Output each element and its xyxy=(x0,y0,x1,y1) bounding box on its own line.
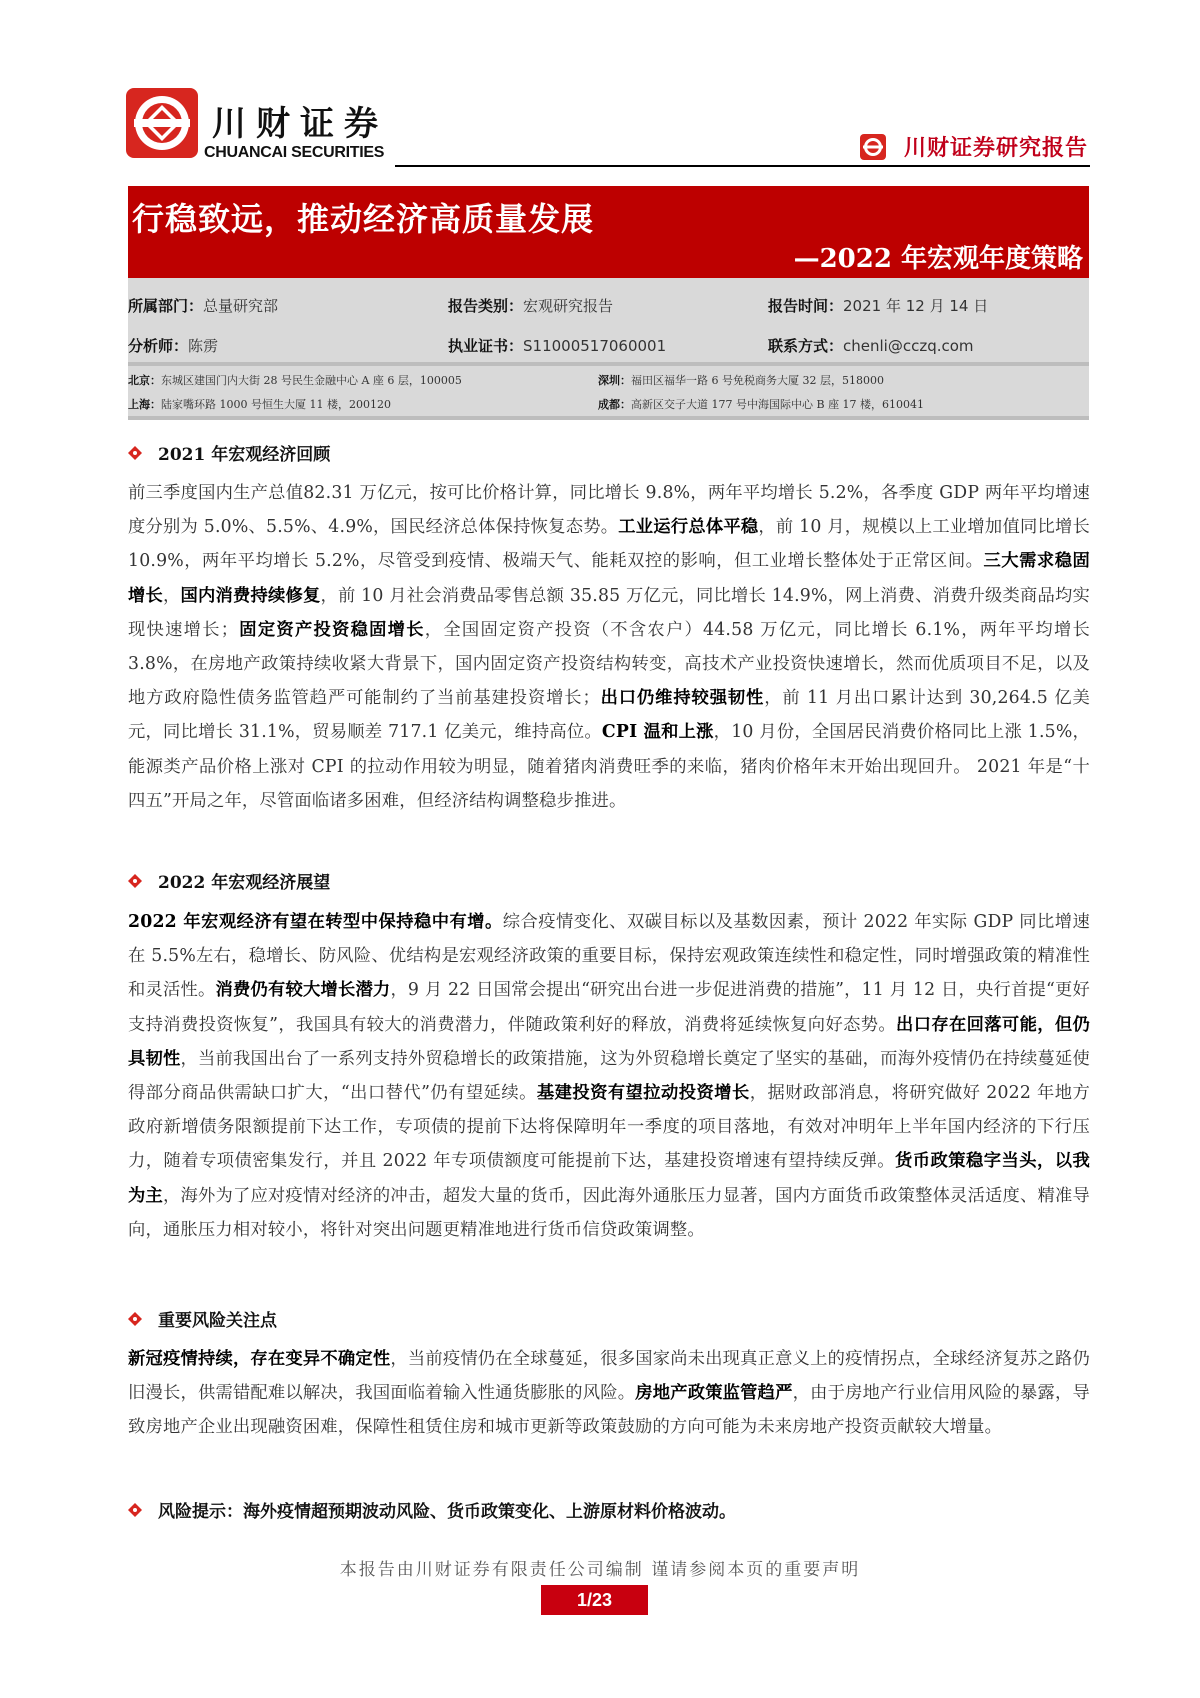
address-text: 东城区建国门内大街 28 号民生金融中心 A 座 6 层，100005 xyxy=(161,374,462,387)
report-brand-title: 川财证券研究报告 xyxy=(903,135,1088,161)
logo-s-icon xyxy=(126,88,198,158)
contact-label: 联系方式： xyxy=(768,337,844,355)
diamond-bullet-icon xyxy=(128,446,142,460)
section-paragraph-review xyxy=(128,476,1090,818)
address-city: 上海： xyxy=(128,398,161,411)
body-text: ，前 10 月社会消费品零售总额 35.85 万亿元，同比增长 14.9%，网上消费、消费升级类商品均实现快速增长； xyxy=(128,585,1091,640)
body-text: ，全国固定资产投资（不含农户）44.58 万亿元，同比增长 6.1%，两年平均增长 3.8%，在房地产政策持续收紧大背景下，国内固定资产投资结构转变，高技术产业投资快速增长，然而优质项目不足，以及地方政府隐性债务监管趋严可能制约了当前基建投资增长； xyxy=(128,619,1090,709)
info-divider xyxy=(128,362,1089,366)
address-city: 深圳： xyxy=(598,374,631,387)
bold-keyphrase: 消费仍有较大增长潜力 xyxy=(215,980,391,1001)
title-banner xyxy=(128,186,1089,278)
risk-tip xyxy=(128,1497,736,1522)
logo-english-name: CHUANCAI SECURITIES xyxy=(204,144,385,161)
risk-tip-text: 风险提示：海外疫情超预期波动风险、货币政策变化、上游原材料价格波动。 xyxy=(158,1502,736,1522)
page-number-badge: 1/23 xyxy=(541,1585,648,1615)
company-logo xyxy=(126,88,198,158)
body-text: ，前 10 月，规模以上工业增加值同比增长 10.9%，两年平均增长 5.2%，尽管受到疫情、极端天气、能耗双控的影响，但工业增长整体处于正常区间。 xyxy=(128,517,1090,572)
bold-keyphrase: 国内消费持续修复 xyxy=(180,585,321,606)
body-text: ，9 月 22 日国常会提出“研究出台进一步促进消费的措施”，11 月 12 日，央行首提“更好支持消费投资恢复”，我国具有较大的消费潜力，伴随政策利好的释放，消费将延续恢复向好态势。 xyxy=(128,980,1090,1035)
date-value: 2021 年 12 月 14 日 xyxy=(843,297,989,315)
category-value: 宏观研究报告 xyxy=(523,297,614,315)
bold-keyphrase: 货币政策稳字当头，以我为主 xyxy=(128,1151,1090,1206)
info-row-2 xyxy=(128,335,1089,355)
body-text: ，由于房地产行业信用风险的暴露，导致房地产企业出现融资困难，保障性租赁住房和城市更新等政策鼓励的方向可能为未来房地产投资贡献较大增量。 xyxy=(128,1383,1090,1438)
bold-keyphrase: 基建投资有望拉动投资增长 xyxy=(536,1083,750,1104)
diamond-bullet-icon xyxy=(128,1503,142,1517)
bold-keyphrase: 工业运行总体平稳 xyxy=(618,517,759,538)
section-paragraph-outlook xyxy=(128,905,1090,1247)
body-text: 前三季度国内生产总值82.31 万亿元，按可比价格计算，同比增长 9.8%，两年平均增长 5.2%，各季度 GDP 两年平均增速度分别为 5.0%、5.5%、4.9%，国民经济总体保持恢复态势。 xyxy=(128,483,1090,538)
address-text: 高新区交子大道 177 号中海国际中心 B 座 17 楼，610041 xyxy=(631,398,925,411)
section-heading-outlook xyxy=(128,868,330,893)
mini-logo-icon xyxy=(860,134,886,160)
body-text: ，前 11 月出口累计达到 30,264.5 亿美元，同比增长 31.1%，贸易顺差 717.1 亿美元，维持高位。 xyxy=(128,688,1090,743)
contact-email[interactable]: chenli@cczq.com xyxy=(843,337,974,355)
logo-chinese-name: 川财证券 xyxy=(212,104,388,144)
bold-keyphrase: CPI 温和上涨 xyxy=(601,722,714,743)
body-text: ，10 月份，全国居民消费价格同比上涨 1.5%，能源类产品价格上涨对 CPI 的拉动作用较为明显，随着猪肉消费旺季的来临，猪肉价格年末开始出现回升。 2021 年是“十四五”开局之年，尽管面临诸多困难，但经济结构调整稳步推进。 xyxy=(128,722,1090,811)
body-text: ，据财政部消息，将研究做好 2022 年地方政府新增债务限额提前下达工作，专项债的提前下达将保障明年一季度的项目落地，有效对冲明年上半年国内经济的下行压力，随着专项债密集发行，并且 2022 年专项债额度可能提前下达，基建投资增速有望持续反弹。 xyxy=(128,1083,1090,1172)
section-heading-risks xyxy=(128,1306,277,1331)
bold-keyphrase: 2022 年宏观经济有望在转型中保持稳中有增。 xyxy=(128,912,503,932)
body-text: ，当前我国出台了一系列支持外贸稳增长的政策措施，这为外贸稳增长奠定了坚实的基础，而海外疫情仍在持续蔓延使得部分商品供需缺口扩大，“出口替代”仍有望延续。 xyxy=(128,1048,1090,1104)
bold-keyphrase: 出口仍维持较强韧性 xyxy=(599,688,765,709)
body-text: 综合疫情变化、双碳目标以及基数因素，预计 2022 年实际 GDP 同比增速在 5.5%左右，稳增长、防风险、优结构是宏观经济政策的重要目标，保持宏观政策连续性和稳定性，同时增强政策的精准性和灵活性。 xyxy=(128,912,1090,1001)
category-label: 报告类别： xyxy=(448,297,524,315)
date-label: 报告时间： xyxy=(768,297,844,315)
analyst-value: 陈雳 xyxy=(188,337,219,355)
license-label: 执业证书： xyxy=(448,337,524,355)
bold-keyphrase: 房地产政策监管趋严 xyxy=(635,1383,793,1404)
info-divider xyxy=(128,416,1089,420)
address-city: 北京： xyxy=(128,374,161,387)
body-text: ， xyxy=(163,585,181,606)
diamond-bullet-icon xyxy=(128,1312,142,1326)
section-heading-text: 重要风险关注点 xyxy=(158,1311,277,1331)
department-value: 总量研究部 xyxy=(203,297,279,315)
section-heading-text: 2022 年宏观经济展望 xyxy=(158,873,331,893)
diamond-bullet-icon xyxy=(128,874,142,888)
analyst-label: 分析师： xyxy=(128,337,189,355)
page-title: 行稳致远，推动经济高质量发展 xyxy=(132,200,595,238)
bold-keyphrase: 三大需求稳固增长 xyxy=(128,551,1091,606)
address-text: 陆家嘴环路 1000 号恒生大厦 11 楼，200120 xyxy=(161,398,391,411)
footer-disclaimer: 本报告由川财证券有限责任公司编制 谨请参阅本页的重要声明 xyxy=(339,1560,861,1580)
body-text: ，海外为了应对疫情对经济的冲击，超发大量的货币，因此海外通胀压力显著，国内方面货币政策整体灵活适度、精准导向，通胀压力相对较小，将针对突出问题更精准地进行货币信贷政策调整。 xyxy=(128,1185,1090,1240)
license-value: S1100051706000‌1 xyxy=(523,337,667,355)
bold-keyphrase: 出口存在回落可能，但仍具韧性 xyxy=(128,1014,1091,1069)
department-label: 所属部门： xyxy=(128,297,204,315)
info-row-1 xyxy=(128,295,1089,315)
body-text: ，当前疫情仍在全球蔓延，很多国家尚未出现真正意义上的疫情拐点，全球经济复苏之路仍旧漫长，供需错配难以解决，我国面临着输入性通货膨胀的风险。 xyxy=(128,1349,1090,1404)
section-heading-review xyxy=(128,440,330,465)
page-subtitle: —2022 年宏观年度策略 xyxy=(793,244,1083,274)
header-rule xyxy=(395,165,1090,167)
address-city: 成都： xyxy=(598,398,631,411)
report-brand xyxy=(860,131,1088,162)
bold-keyphrase: 新冠疫情持续，存在变异不确定性 xyxy=(128,1349,391,1369)
address-text: 福田区福华一路 6 号免税商务大厦 32 层，518000 xyxy=(631,374,884,387)
report-info-panel xyxy=(128,278,1089,420)
bold-keyphrase: 固定资产投资稳固增长 xyxy=(238,619,425,640)
section-paragraph-risks xyxy=(128,1342,1090,1445)
section-heading-text: 2021 年宏观经济回顾 xyxy=(158,445,331,465)
